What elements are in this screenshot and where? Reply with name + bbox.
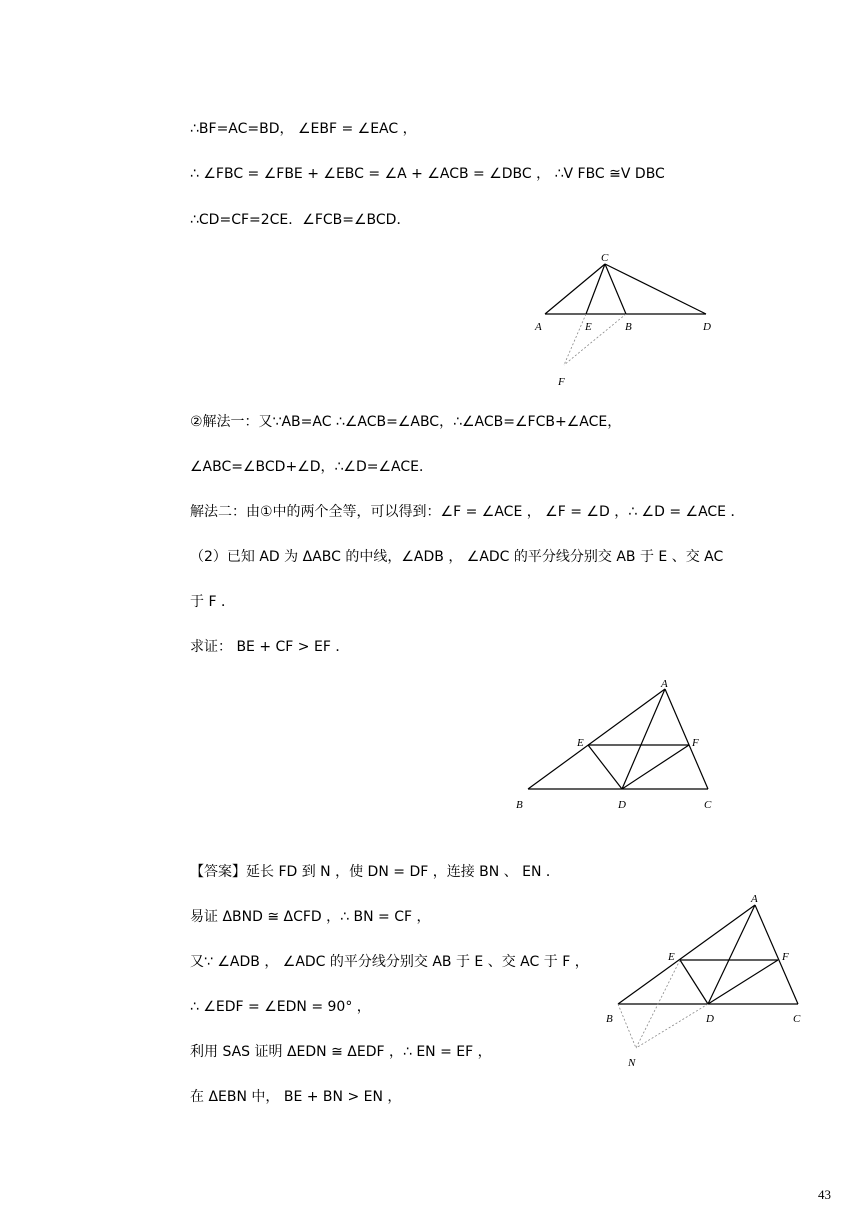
- label-A: A: [661, 678, 668, 690]
- label-F: F: [558, 376, 565, 388]
- text-line-10: 【答案】延长 FD 到 N ，使 DN = DF ，连接 BN 、 EN ．: [190, 864, 560, 880]
- text-line-5: ∠ABC=∠BCD+∠D，∴∠D=∠ACE．: [190, 459, 433, 475]
- label-B: B: [625, 321, 632, 333]
- label-F: F: [692, 737, 699, 749]
- page-number: 43: [818, 1187, 831, 1202]
- text-line-8: 于 F ．: [190, 594, 235, 610]
- segment-CB: [605, 264, 626, 314]
- label-E: E: [668, 951, 675, 963]
- text-line-13: ∴ ∠EDF = ∠EDN = 90° ，: [190, 999, 371, 1015]
- text-line-12: 又∵ ∠ADB ， ∠ADC 的平分线分别交 AB 于 E 、交 AC 于 F ，: [190, 954, 589, 970]
- segment-AC: [665, 689, 708, 789]
- label-N: N: [628, 1057, 636, 1069]
- dotted-BN: [618, 1004, 636, 1048]
- figure-3: [600, 888, 815, 1073]
- label-E: E: [585, 321, 592, 333]
- label-D: D: [703, 321, 711, 333]
- text-line-6: 解法二：由①中的两个全等，可以得到：∠F = ∠ACE ， ∠F = ∠D ，∴ ∠D = ∠ACE ．: [190, 504, 745, 520]
- text-line-3: ∴CD=CF=2CE．∠FCB=∠BCD．: [190, 212, 411, 228]
- dotted-EF: [564, 314, 586, 365]
- text-line-7: （2）已知 AD 为 ΔABC 的中线，∠ADB ， ∠ADC 的平分线分别交 AB 于 E 、交 AC: [190, 549, 724, 565]
- segment-BA: [618, 905, 755, 1004]
- label-D: D: [618, 799, 626, 811]
- segment-ED: [680, 960, 708, 1004]
- label-C: C: [601, 252, 609, 264]
- text-line-4: ②解法一：又∵AB=AC ∴∠ACB=∠ABC，∴∠ACB=∠FCB+∠ACE，: [190, 414, 622, 430]
- dotted-BF: [564, 314, 626, 365]
- label-F: F: [782, 951, 789, 963]
- text-line-9: 求证： BE + CF > EF ．: [190, 639, 350, 655]
- segment-AC: [755, 905, 798, 1004]
- text-line-11: 易证 ΔBND ≅ ΔCFD ，∴ BN = CF ，: [190, 909, 431, 925]
- label-C: C: [704, 799, 712, 811]
- segment-CD: [605, 264, 706, 314]
- label-E: E: [577, 737, 584, 749]
- text-line-2: ∴ ∠FBC = ∠FBE + ∠EBC = ∠A + ∠ACB = ∠DBC ， ∴V FBC ≅V DBC: [190, 166, 665, 182]
- text-line-1: ∴BF=AC=BD， ∠EBF = ∠EAC ，: [190, 121, 417, 137]
- label-D: D: [706, 1013, 714, 1025]
- label-B: B: [516, 799, 523, 811]
- label-B: B: [606, 1013, 613, 1025]
- label-A: A: [751, 893, 758, 905]
- segment-ED: [588, 745, 622, 789]
- label-C: C: [793, 1013, 801, 1025]
- figure-2: [510, 675, 725, 815]
- text-line-15: 在 ΔEBN 中， BE + BN > EN ，: [190, 1089, 402, 1105]
- figure-1: [530, 250, 720, 390]
- text-line-14: 利用 SAS 证明 ΔEDN ≅ ΔEDF ，∴ EN = EF ，: [190, 1044, 492, 1060]
- label-A: A: [535, 321, 542, 333]
